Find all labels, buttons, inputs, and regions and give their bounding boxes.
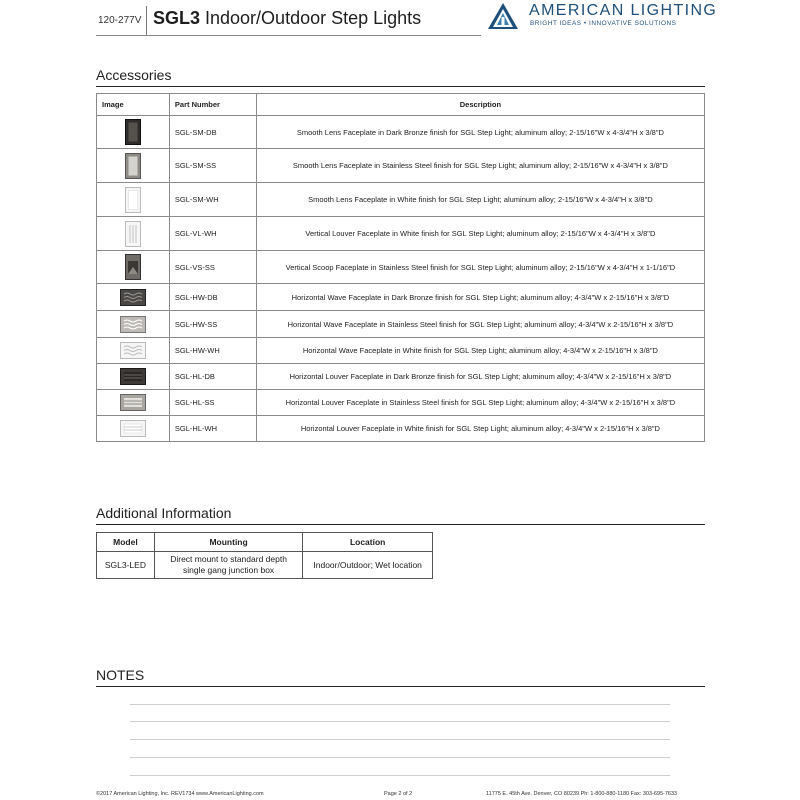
table-row: [97, 183, 705, 217]
mounting-line-1: Direct mount to standard depth: [170, 554, 287, 564]
description: Horizontal Wave Faceplate in Stainless Steel finish for SGL Step Light; aluminum alloy; 4-3/4"W x 2-15/16"H x 3/8"D: [256, 311, 704, 338]
location-value: Indoor/Outdoor; Wet location: [303, 552, 433, 579]
smooth-lens-white-faceplate-icon: [125, 187, 141, 213]
part-number: SGL-SM-SS: [169, 149, 256, 183]
product-image-cell: [97, 149, 170, 183]
table-row: [97, 311, 705, 338]
table-row: [97, 116, 705, 149]
column-header-part-number: Part Number: [169, 94, 256, 116]
horizontal-louver-stainless-faceplate-icon: [120, 394, 146, 411]
column-header-image: Image: [97, 94, 170, 116]
notes-line: [130, 739, 670, 740]
model-value: SGL3-LED: [97, 552, 155, 579]
notes-line: [130, 721, 670, 722]
part-number: SGL-SM-DB: [169, 116, 256, 149]
description: Horizontal Louver Faceplate in Stainless Steel finish for SGL Step Light; aluminum alloy; 4-3/4"W x 2-15/16"H x 3/8"D: [256, 390, 704, 416]
table-row: [97, 251, 705, 284]
vertical-louver-white-faceplate-icon: [125, 221, 141, 247]
smooth-lens-dark-bronze-faceplate-icon: [125, 119, 141, 145]
table-header-row: [97, 533, 433, 552]
description: Smooth Lens Faceplate in White finish for SGL Step Light; aluminum alloy; 2-15/16"W x 4-3/4"H x 3/8"D: [256, 183, 704, 217]
table-row: [97, 390, 705, 416]
table-header-row: [97, 94, 705, 116]
title-text: Indoor/Outdoor Step Lights: [200, 8, 422, 28]
column-header-mounting: Mounting: [154, 533, 302, 552]
table-row: [97, 149, 705, 183]
part-number: SGL-HL-WH: [169, 416, 256, 442]
product-image-cell: [97, 251, 170, 284]
horizontal-louver-white-faceplate-icon: [120, 420, 146, 437]
accessories-table: [96, 93, 705, 442]
column-header-location: Location: [303, 533, 433, 552]
table-row: [97, 338, 705, 364]
product-image-cell: [97, 217, 170, 251]
table-row: [97, 364, 705, 390]
horizontal-wave-dark-bronze-faceplate-icon: [120, 289, 146, 306]
description: Vertical Scoop Faceplate in Stainless Steel finish for SGL Step Light; aluminum alloy; 2-15/16"W x 4-3/4"H x 1-1/16"D: [256, 251, 704, 284]
horizontal-wave-stainless-faceplate-icon: [120, 316, 146, 333]
notes-line: [130, 757, 670, 758]
title-model: SGL3: [153, 8, 201, 28]
description: Smooth Lens Faceplate in Stainless Steel finish for SGL Step Light; aluminum alloy; 2-15/16"W x 4-3/4"H x 3/8"D: [256, 149, 704, 183]
table-row: [97, 284, 705, 311]
horizontal-wave-white-faceplate-icon: [120, 342, 146, 359]
column-header-description: Description: [256, 94, 704, 116]
table-row: [97, 416, 705, 442]
description: Smooth Lens Faceplate in Dark Bronze finish for SGL Step Light; aluminum alloy; 2-15/16"W x 4-3/4"H x 3/8"D: [256, 116, 704, 149]
part-number: SGL-VS-SS: [169, 251, 256, 284]
voltage-label: 120-277V: [98, 15, 142, 26]
part-number: SGL-VL-WH: [169, 217, 256, 251]
vertical-scoop-stainless-faceplate-icon: [125, 254, 141, 280]
part-number: SGL-HW-WH: [169, 338, 256, 364]
mounting-value: [154, 552, 302, 579]
description: Horizontal Wave Faceplate in White finish for SGL Step Light; aluminum alloy; 4-3/4"W x 2-15/16"H x 3/8"D: [256, 338, 704, 364]
product-image-cell: [97, 338, 170, 364]
additional-info-heading: Additional Information: [96, 505, 232, 521]
accessories-rule: [96, 86, 705, 87]
brand-logo: [487, 2, 718, 32]
product-image-cell: [97, 416, 170, 442]
table-row: [97, 217, 705, 251]
mounting-line-2: single gang junction box: [182, 565, 275, 575]
description: Horizontal Louver Faceplate in Dark Bronze finish for SGL Step Light; aluminum alloy; 4-3/4"W x 2-15/16"H x 3/8"D: [256, 364, 704, 390]
product-image-cell: [97, 390, 170, 416]
product-image-cell: [97, 183, 170, 217]
brand-name: AMERICAN LIGHTING: [529, 2, 718, 19]
smooth-lens-stainless-faceplate-icon: [125, 153, 141, 179]
part-number: SGL-HW-DB: [169, 284, 256, 311]
horizontal-louver-dark-bronze-faceplate-icon: [120, 368, 146, 385]
column-header-model: Model: [97, 533, 155, 552]
part-number: SGL-SM-WH: [169, 183, 256, 217]
page-header: [0, 0, 800, 40]
part-number: SGL-HL-DB: [169, 364, 256, 390]
accessories-heading: Accessories: [96, 67, 172, 83]
description: Vertical Louver Faceplate in White finish for SGL Step Light; aluminum alloy; 2-15/16"W x 4-3/4"H x 3/8"D: [256, 217, 704, 251]
american-lighting-logo-icon: [487, 2, 519, 30]
part-number: SGL-HW-SS: [169, 311, 256, 338]
table-row: [97, 552, 433, 579]
footer-copyright: ©2017 American Lighting, Inc. REV1734 www.AmericanLighting.com: [96, 791, 264, 797]
footer-address: 11775 E. 45th Ave. Denver, CO 80239 Ph: 1-800-880-1180 Fax: 303-695-7633: [486, 791, 678, 797]
product-image-cell: [97, 116, 170, 149]
additional-info-rule: [96, 524, 705, 525]
notes-heading: NOTES: [96, 667, 145, 683]
description: Horizontal Wave Faceplate in Dark Bronze finish for SGL Step Light; aluminum alloy; 4-3/4"W x 2-15/16"H x 3/8"D: [256, 284, 704, 311]
product-image-cell: [97, 311, 170, 338]
header-rule: [96, 35, 481, 36]
part-number: SGL-HL-SS: [169, 390, 256, 416]
product-image-cell: [97, 364, 170, 390]
notes-line: [130, 775, 670, 776]
product-image-cell: [97, 284, 170, 311]
notes-rule: [96, 686, 705, 687]
notes-line: [130, 704, 670, 705]
brand-tagline: BRIGHT IDEAS • INNOVATIVE SOLUTIONS: [530, 20, 677, 27]
description: Horizontal Louver Faceplate in White finish for SGL Step Light; aluminum alloy; 4-3/4"W x 2-15/16"H x 3/8"D: [256, 416, 704, 442]
footer-page-number: Page 2 of 2: [384, 791, 413, 797]
page-title: [153, 8, 421, 29]
additional-info-table: [96, 532, 433, 579]
header-divider: [146, 6, 147, 36]
